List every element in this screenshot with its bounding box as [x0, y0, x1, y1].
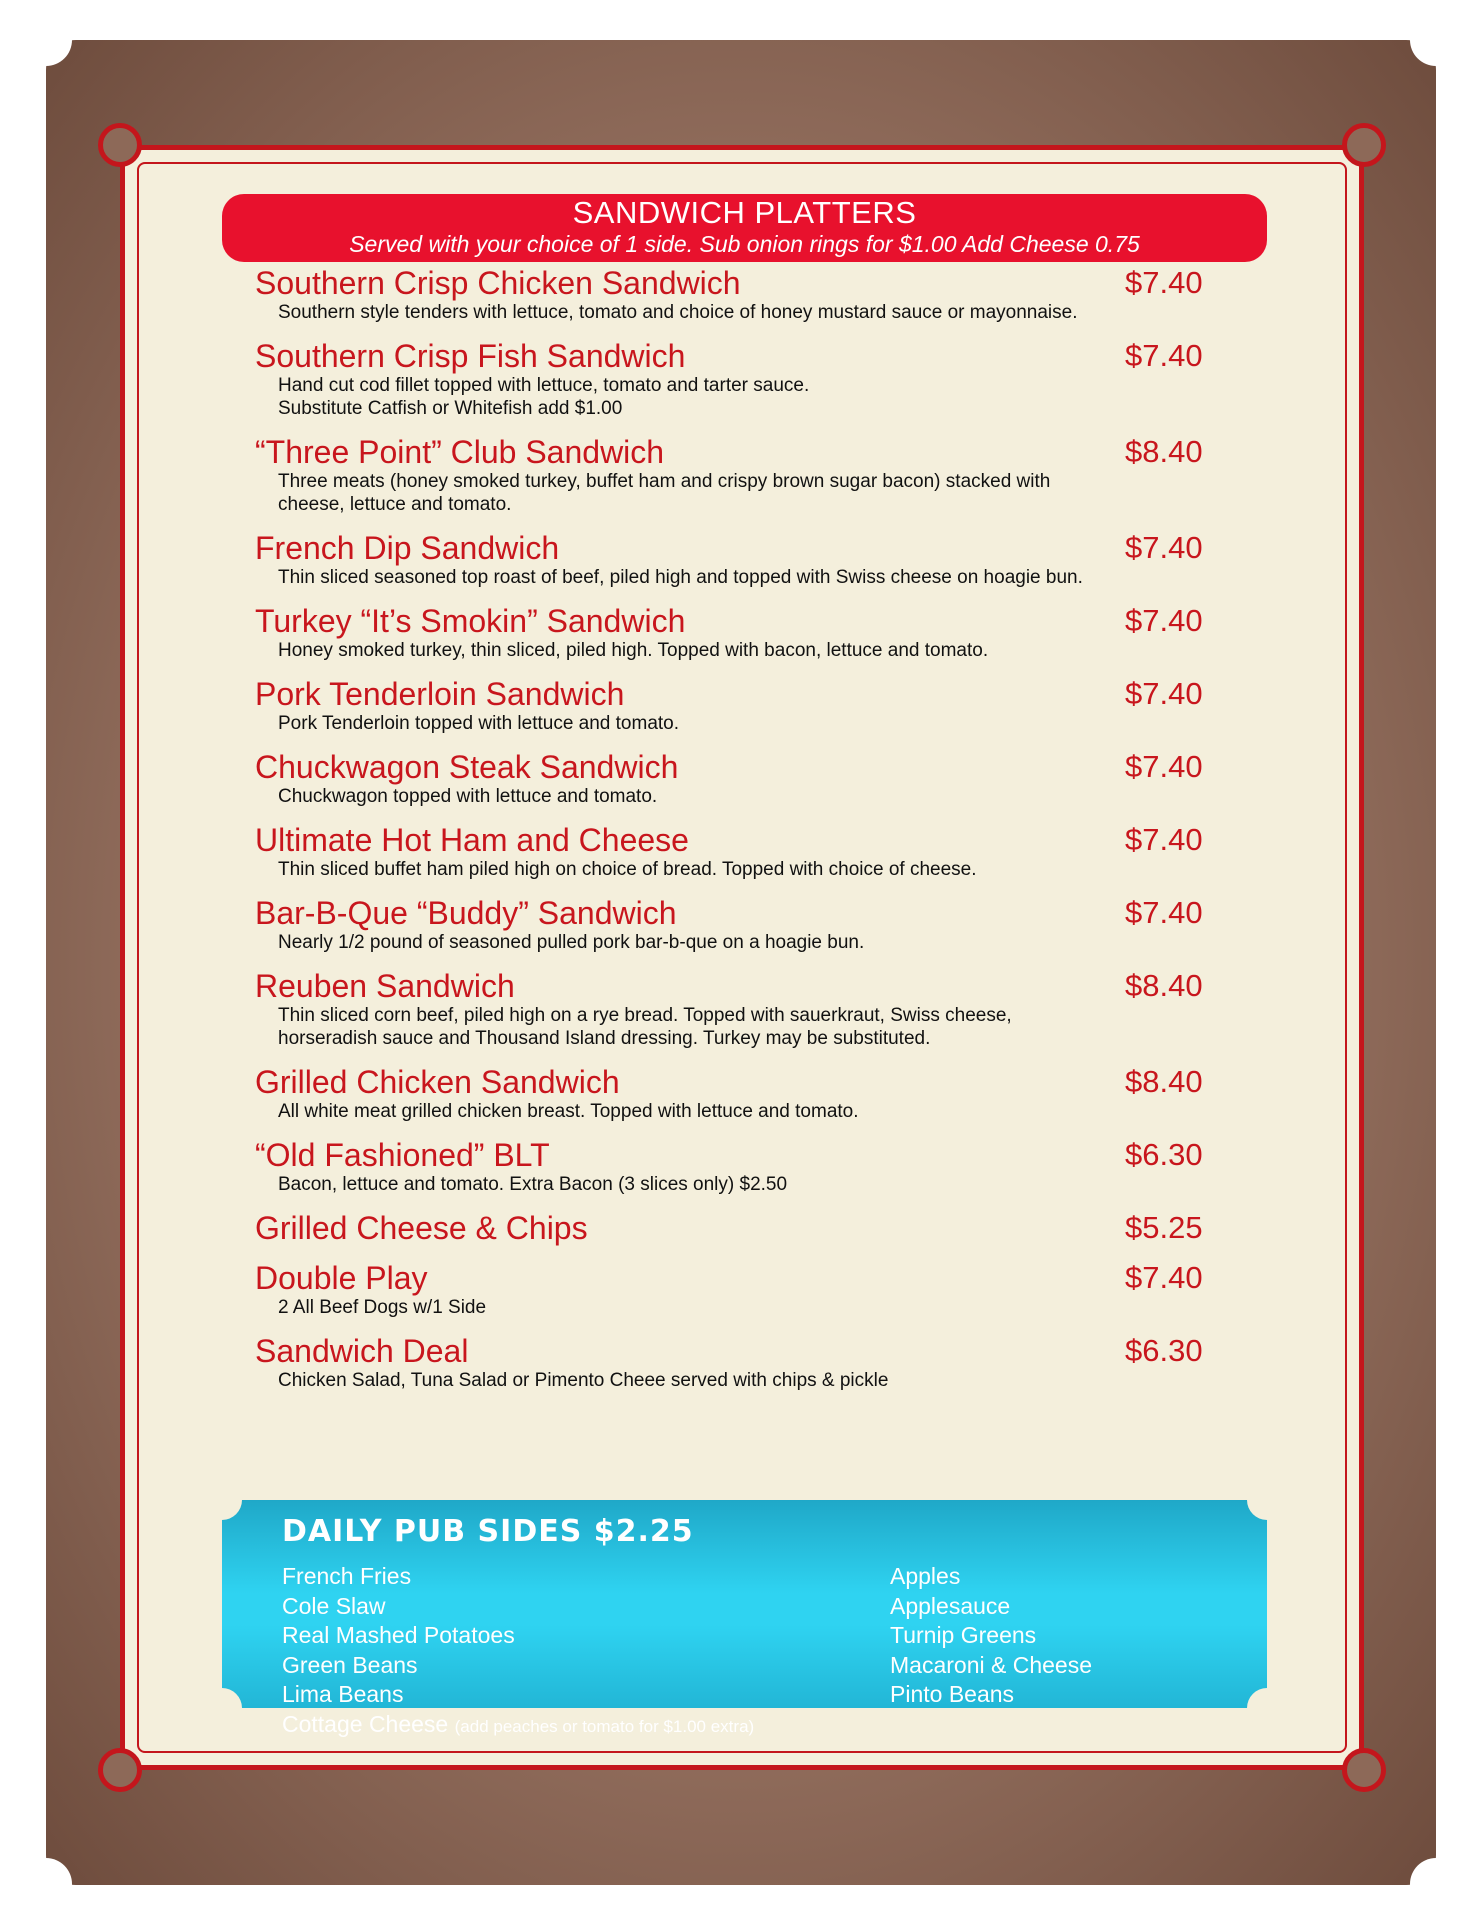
- menu-item-name: “Three Point” Club Sandwich: [255, 434, 665, 470]
- side-item: Turnip Greens: [890, 1622, 1037, 1648]
- menu-item-price: $6.30: [1125, 1137, 1203, 1172]
- menu-item: [255, 1333, 1255, 1392]
- section-header: [222, 194, 1267, 262]
- menu-item: [255, 434, 1255, 516]
- sides-box: [222, 1500, 1267, 1737]
- side-item-note: (add peaches or tomato for $1.00 extra): [454, 1716, 755, 1736]
- menu-item-description: Nearly 1/2 pound of seasoned pulled pork bar-b-que on a hoagie bun.: [278, 932, 865, 953]
- section-subtitle: Served with your choice of 1 side. Sub onion rings for $1.00 Add Cheese 0.75: [349, 231, 1140, 257]
- menu-item-name: Sandwich Deal: [255, 1333, 469, 1369]
- frame-corner: [20, 1858, 72, 1910]
- menu-item-name: Grilled Cheese & Chips: [255, 1210, 588, 1246]
- menu-item-price: $7.40: [1125, 338, 1203, 373]
- menu-item-price: $8.40: [1125, 434, 1203, 469]
- panel-corner: [1342, 123, 1386, 167]
- menu-item-description: All white meat grilled chicken breast. Topped with lettuce and tomato.: [278, 1101, 859, 1122]
- menu-item-name: Reuben Sandwich: [255, 968, 515, 1004]
- sides-corner: [1247, 1688, 1287, 1728]
- menu-item-description: Honey smoked turkey, thin sliced, piled high. Topped with bacon, lettuce and tomato.: [278, 640, 989, 661]
- frame-corner: [1410, 1858, 1462, 1910]
- menu-item-name: French Dip Sandwich: [255, 530, 560, 566]
- menu-item-description: Three meats (honey smoked turkey, buffet ham and crispy brown sugar bacon) stacked with cheese, lettuce and tomato.: [278, 471, 1051, 515]
- menu-item: [255, 1210, 1255, 1246]
- menu-item: [255, 1260, 1255, 1319]
- menu-item-name: Pork Tenderloin Sandwich: [255, 676, 625, 712]
- menu-item-price: $7.40: [1125, 603, 1203, 638]
- panel-corner: [98, 123, 142, 167]
- side-item: Apples: [890, 1563, 961, 1589]
- menu-item: [255, 676, 1255, 735]
- menu-items-list: [255, 265, 1255, 1406]
- menu-item-name: Grilled Chicken Sandwich: [255, 1064, 620, 1100]
- menu-item: [255, 1137, 1255, 1196]
- menu-item-description: Southern style tenders with lettuce, tomato and choice of honey mustard sauce or mayonnaise.: [278, 302, 1078, 323]
- menu-item-name: Turkey “It’s Smokin” Sandwich: [255, 603, 686, 639]
- side-item: Cole Slaw: [282, 1592, 386, 1619]
- menu-item-name: “Old Fashioned” BLT: [255, 1137, 550, 1173]
- panel-corner: [98, 1748, 142, 1792]
- menu-item: [255, 530, 1255, 589]
- sides-corner: [1247, 1480, 1287, 1520]
- menu-item: [255, 968, 1255, 1050]
- side-item: French Fries: [282, 1563, 412, 1589]
- menu-item-description: Hand cut cod fillet topped with lettuce, tomato and tarter sauce. Substitute Catfish or Whitefish add $1.00: [278, 375, 810, 419]
- menu-item-description: 2 All Beef Dogs w/1 Side: [278, 1297, 487, 1318]
- menu-item-price: $8.40: [1125, 1064, 1203, 1099]
- sides-left-column: [282, 1562, 754, 1741]
- menu-item-description: Chicken Salad, Tuna Salad or Pimento Cheee served with chips & pickle: [278, 1370, 889, 1391]
- menu-item: [255, 895, 1255, 954]
- menu-item-price: $7.40: [1125, 822, 1203, 857]
- menu-item: [255, 1064, 1255, 1123]
- sides-title: DAILY PUB SIDES $2.25: [282, 1514, 694, 1549]
- menu-item-name: Ultimate Hot Ham and Cheese: [255, 822, 689, 858]
- side-item-row: [282, 1710, 754, 1742]
- menu-item-description: Thin sliced seasoned top roast of beef, piled high and topped with Swiss cheese on hoagie bun.: [278, 567, 1083, 588]
- menu-item-name: Chuckwagon Steak Sandwich: [255, 749, 679, 785]
- sides-corner: [202, 1480, 242, 1520]
- menu-item-price: $7.40: [1125, 749, 1203, 784]
- section-title: SANDWICH PLATTERS: [572, 195, 917, 230]
- frame-corner: [1410, 14, 1462, 66]
- side-item: Macaroni & Cheese: [890, 1651, 1092, 1678]
- menu-item: [255, 749, 1255, 808]
- menu-item-description: Bacon, lettuce and tomato. Extra Bacon (3 slices only) $2.50: [278, 1174, 788, 1195]
- menu-item-price: $5.25: [1125, 1210, 1203, 1245]
- menu-item-price: $6.30: [1125, 1333, 1203, 1368]
- menu-item-price: $7.40: [1125, 895, 1203, 930]
- menu-item-description: Thin sliced buffet ham piled high on choice of bread. Topped with choice of cheese.: [278, 859, 977, 880]
- menu-item-description: Thin sliced corn beef, piled high on a rye bread. Topped with sauerkraut, Swiss cheese, horseradish sauce and Thousand Island dressing. Turkey may be substituted.: [278, 1005, 1012, 1049]
- menu-item-description: Chuckwagon topped with lettuce and tomato.: [278, 786, 658, 807]
- side-item: Green Beans: [282, 1651, 418, 1678]
- side-item: Applesauce: [890, 1592, 1011, 1619]
- menu-item: [255, 822, 1255, 881]
- menu-item-name: Southern Crisp Chicken Sandwich: [255, 265, 741, 301]
- menu-item-price: $7.40: [1125, 530, 1203, 565]
- panel-corner: [1342, 1748, 1386, 1792]
- menu-item-description: Pork Tenderloin topped with lettuce and tomato.: [278, 713, 680, 734]
- side-item: Lima Beans: [282, 1681, 404, 1707]
- menu-item-name: Double Play: [255, 1260, 428, 1296]
- side-item: Real Mashed Potatoes: [282, 1622, 515, 1648]
- menu-item-name: Bar-B-Que “Buddy” Sandwich: [255, 895, 677, 931]
- menu-item: [255, 338, 1255, 420]
- sides-corner: [202, 1688, 242, 1728]
- menu-item-price: $7.40: [1125, 676, 1203, 711]
- menu-item-name: Southern Crisp Fish Sandwich: [255, 338, 686, 374]
- menu-item: [255, 603, 1255, 662]
- menu-item: [255, 265, 1255, 324]
- menu-item-price: $7.40: [1125, 265, 1203, 300]
- sides-right-column: [890, 1562, 1092, 1710]
- side-item: Cottage Cheese: [282, 1710, 449, 1737]
- menu-item-price: $7.40: [1125, 1260, 1203, 1295]
- frame-corner: [20, 14, 72, 66]
- side-item: Pinto Beans: [890, 1681, 1015, 1707]
- menu-item-price: $8.40: [1125, 968, 1203, 1003]
